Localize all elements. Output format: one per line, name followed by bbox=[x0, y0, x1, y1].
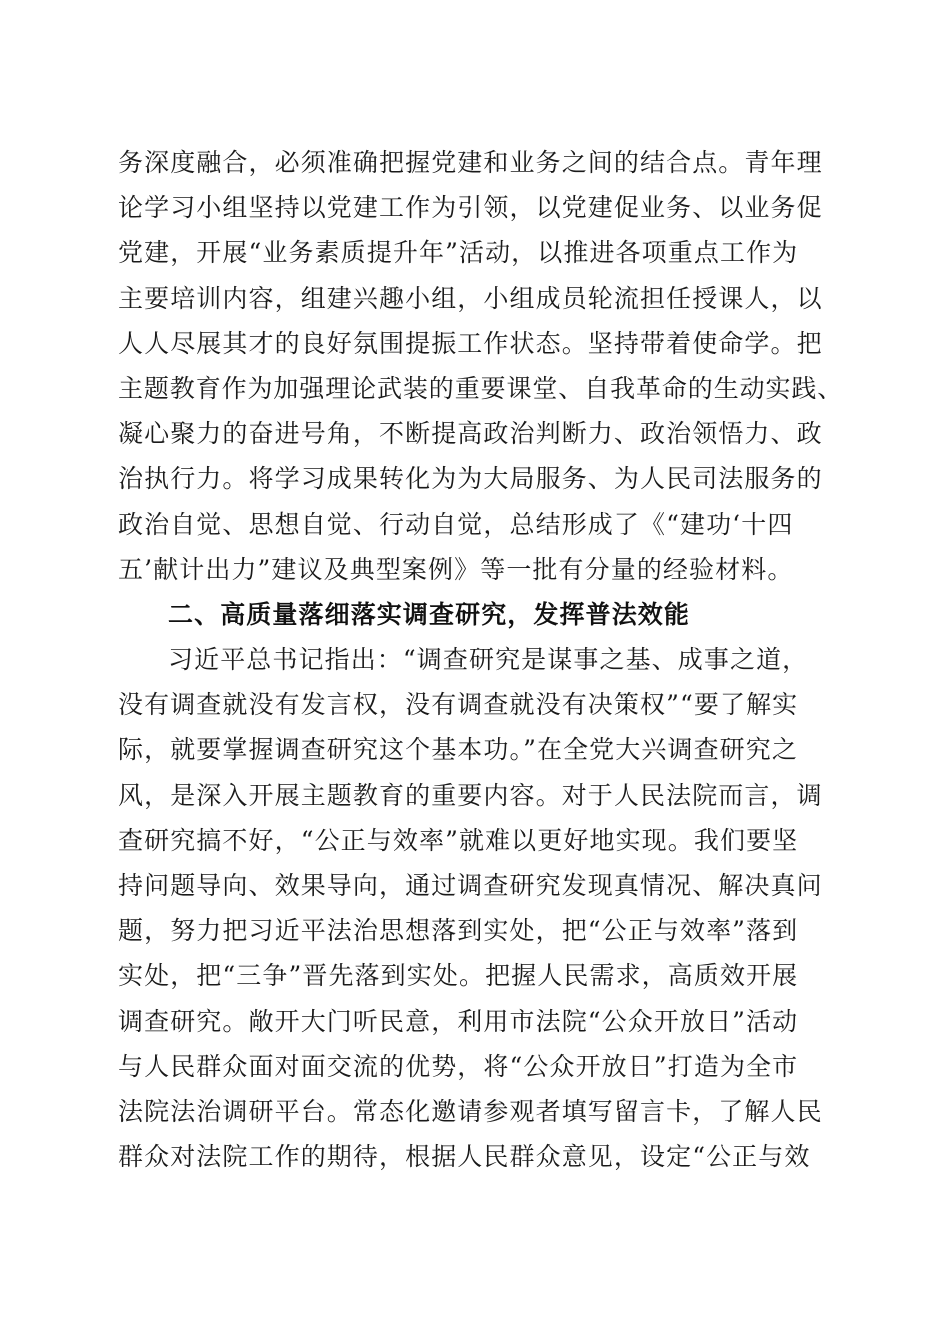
text-line: 没有调查就没有发言权，没有调查就没有决策权”“要了解实 bbox=[118, 690, 799, 720]
text-line: 论学习小组坚持以党建工作为引领，以党建促业务、以业务促 bbox=[118, 193, 823, 223]
text-line: 主题教育作为加强理论武装的重要课堂、自我革命的生动实践、 bbox=[118, 373, 844, 403]
text-line: 风，是深入开展主题教育的重要内容。对于人民法院而言，调 bbox=[118, 780, 823, 810]
text-line: 与人民群众面对面交流的优势，将“公众开放日”打造为全市 bbox=[118, 1051, 799, 1081]
text-line: 治执行力。将学习成果转化为为大局服务、为人民司法服务的 bbox=[118, 464, 823, 494]
text-line: 主要培训内容，组建兴趣小组，小组成员轮流担任授课人，以 bbox=[118, 283, 823, 313]
text-line: 题，努力把习近平法治思想落到实处，把“公正与效率”落到 bbox=[118, 916, 799, 946]
text-line: 习近平总书记指出：“调查研究是谋事之基、成事之道， bbox=[168, 645, 809, 675]
text-line: 凝心聚力的奋进号角，不断提高政治判断力、政治领悟力、政 bbox=[118, 419, 823, 449]
text-line: 群众对法院工作的期待，根据人民群众意见，设定“公正与效 bbox=[118, 1142, 811, 1172]
document-body bbox=[118, 140, 844, 1179]
text-line: 际，就要掌握调查研究这个基本功。”在全党大兴调查研究之 bbox=[118, 735, 798, 765]
text-line: 查研究搞不好，“公正与效率”就难以更好地实现。我们要坚 bbox=[118, 825, 799, 855]
text-line: 法院法治调研平台。常态化邀请参观者填写留言卡，了解人民 bbox=[118, 1096, 823, 1126]
text-line: 调查研究。敞开大门听民意，利用市法院“公众开放日”活动 bbox=[118, 1006, 799, 1036]
text-line: 党建，开展“业务素质提升年”活动，以推进各项重点工作为 bbox=[118, 238, 799, 268]
section-heading: 二、高质量落细落实调查研究，发挥普法效能 bbox=[168, 599, 691, 629]
text-line: 持问题导向、效果导向，通过调查研究发现真情况、解决真问 bbox=[118, 871, 823, 900]
text-line: 政治自觉、思想自觉、行动自觉，总结形成了《“建功‘十四 bbox=[118, 509, 794, 539]
text-line: 五’献计出力”建议及典型案例》等一批有分量的经验材料。 bbox=[118, 554, 794, 584]
text-line: 务深度融合，必须准确把握党建和业务之间的结合点。青年理 bbox=[118, 148, 823, 177]
text-line: 实处，把“三争”晋先落到实处。把握人民需求，高质效开展 bbox=[118, 961, 799, 991]
text-line: 人人尽展其才的良好氛围提振工作状态。坚持带着使命学。把 bbox=[118, 328, 823, 358]
